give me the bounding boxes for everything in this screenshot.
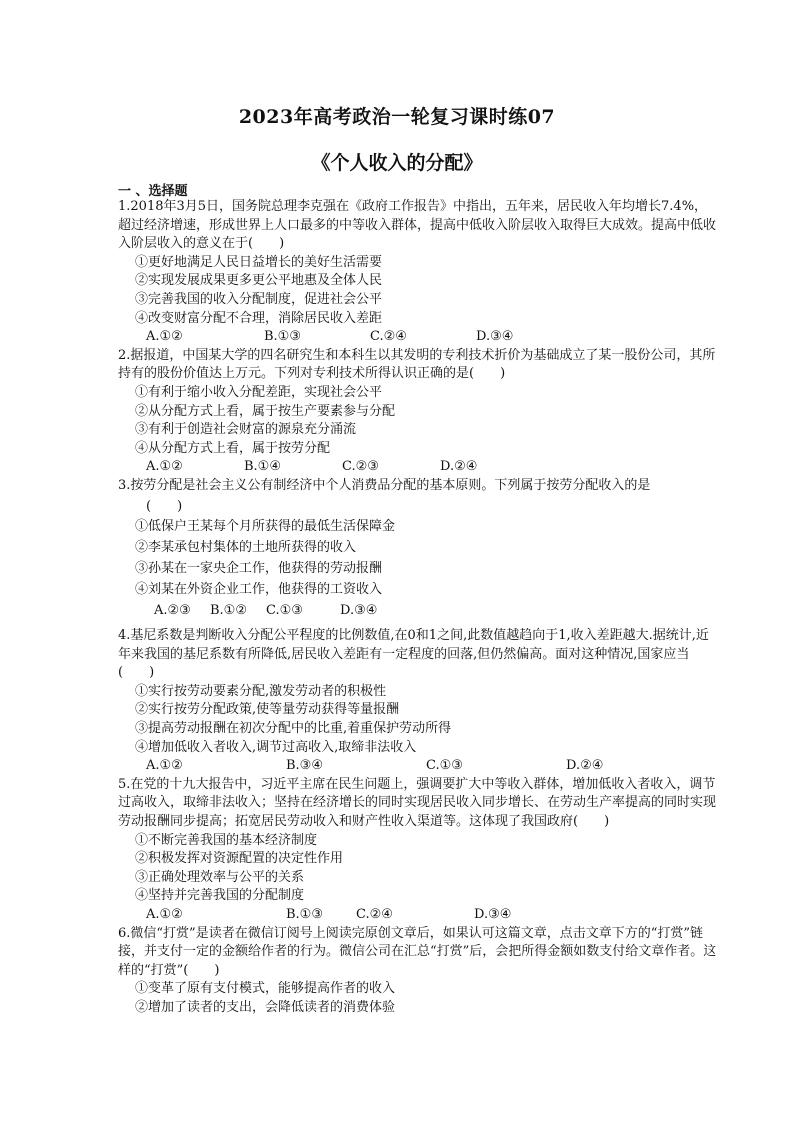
option: ④增加低收入者收入,调节过高收入,取缔非法收入 [135, 739, 417, 755]
option: ④刘某在外资企业工作，他获得的工资收入 [135, 582, 383, 598]
question-stem [118, 477, 718, 516]
option: ①变革了原有支付模式，能够提高作者的收入 [135, 981, 396, 997]
option: ②从分配方式上看，属于按生产要素参与分配 [135, 403, 396, 419]
option: ②实现发展成果更多更公平地惠及全体人民 [135, 273, 383, 289]
question-6 [118, 925, 718, 1018]
answer-choice: B.①③ [286, 906, 323, 922]
answer-choice: A.②③ [154, 603, 191, 619]
answer-choices [118, 328, 718, 347]
answer-choice: D.③④ [476, 329, 514, 345]
answer-choices [118, 458, 718, 477]
option: ③完善我国的收入分配制度，促进社会公平 [135, 291, 383, 307]
question-stem: 5.在党的十九大报告中，习近平主席在民生问题上，强调要扩大中等收入群体，增加低收入者收入，调节过高收入，取缔非法收入；坚持在经济增长的同时实现居民收入同步增长、在劳动生产率提高的同时实现劳动报酬同步提高；拓宽居民劳动收入和财产性收入渠道等。这体现了我国政府( ) [118, 776, 717, 829]
answer-choice: B.①④ [244, 459, 281, 475]
question-2 [118, 347, 718, 477]
answer-choice: A.①② [146, 906, 183, 922]
answer-choice: C.②③ [342, 459, 379, 475]
question-4 [118, 627, 718, 776]
question-1 [118, 198, 718, 347]
answer-choices [118, 757, 718, 776]
option: ④坚持并完善我国的分配制度 [135, 888, 305, 904]
answer-parentheses: ( ) [146, 498, 183, 514]
answer-choice: A.①② [146, 758, 183, 774]
option: ①低保户王某每个月所获得的最低生活保障金 [135, 519, 396, 535]
option: ④改变财富分配不合理，消除居民收入差距 [135, 310, 383, 326]
answer-choice: B.③④ [286, 758, 323, 774]
option: ①有利于缩小收入分配差距，实现社会公平 [135, 384, 383, 400]
question-stem: 2.据报道，中国某大学的四名研究生和本科生以其发明的专利技术折价为基础成立了某一股份公司，其所持有的股份价值达上万元。下列对专利技术所得认识正确的是( ) [118, 347, 716, 382]
page-subtitle: 《个人收入的分配》 [311, 152, 483, 174]
answer-choice: C.①③ [266, 603, 303, 619]
option: ②李某承包村集体的土地所获得的收入 [135, 540, 357, 556]
option: ③正确处理效率与公平的关系 [135, 869, 305, 885]
option: ③提高劳动报酬在初次分配中的比重,着重保护劳动所得 [135, 720, 452, 736]
answer-choice: D.③④ [474, 906, 512, 922]
question-stem: 6.微信“打赏”是读者在微信订阅号上阅读完原创文章后，如果认可这篇文章，点击文章下方的“打赏”链接，并支付一定的金额给作者的行为。微信公司在汇总“打赏”后，会把所得金额如数支付给文章作者。这样的“打赏”( ) [118, 925, 717, 978]
option: ③孙某在一家央企工作，他获得的劳动报酬 [135, 561, 383, 577]
option: ④从分配方式上看，属于按劳分配 [135, 440, 331, 456]
section-heading: 一 、选择题 [118, 184, 188, 199]
answer-choice: A.①② [146, 459, 183, 475]
answer-choice: D.②④ [566, 758, 604, 774]
answer-choices [118, 602, 718, 621]
option: ②实行按劳分配政策,使等量劳动获得等量报酬 [135, 702, 400, 718]
option: ①更好地满足人民日益增长的美好生活需要 [135, 254, 383, 270]
answer-choices [118, 906, 718, 925]
option: ①实行按劳动要素分配,激发劳动者的积极性 [135, 683, 387, 699]
question-stem-text: 3.按劳分配是社会主义公有制经济中个人消费品分配的基本原则。下列属于按劳分配收入的是 [118, 477, 651, 493]
answer-choice: C.②④ [356, 906, 393, 922]
option: ②增加了读者的支出，会降低读者的消费体验 [135, 999, 396, 1015]
question-stem: 1.2018年3月5日，国务院总理李克强在《政府工作报告》中指出，五年来，居民收入年均增长7.4%，超过经济增速，形成世界上人口最多的中等收入群体，提高中低收入阶层收入取得巨大成效。提高中低收入阶层收入的意义在于( ) [118, 199, 717, 252]
option: ③有利于创造社会财富的源泉充分涌流 [135, 422, 357, 438]
answer-choice: C.②④ [370, 329, 407, 345]
answer-choice: A.①② [146, 329, 183, 345]
answer-choice: C.①③ [426, 758, 463, 774]
page-title: 2023年高考政治一轮复习课时练07 [238, 106, 556, 128]
answer-choice: B.①② [210, 603, 247, 619]
option: ①不断完善我国的基本经济制度 [135, 832, 318, 848]
question-list [118, 198, 718, 1017]
answer-choice: B.①③ [264, 329, 301, 345]
answer-choice: D.②④ [440, 459, 478, 475]
option: ②积极发挥对资源配置的决定性作用 [135, 851, 344, 867]
answer-choice: D.③④ [340, 603, 378, 619]
question-5 [118, 776, 718, 925]
question-3 [118, 477, 718, 621]
question-stem: 4.基尼系数是判断收入分配公平程度的比例数值,在0和1之间,此数值越趋向于1,收入差距越大.据统计,近年来我国的基尼系数有所降低,居民收入差距有一定程度的回落,但仍然偏高。面对这种情况,国家应当( ) [118, 628, 709, 681]
